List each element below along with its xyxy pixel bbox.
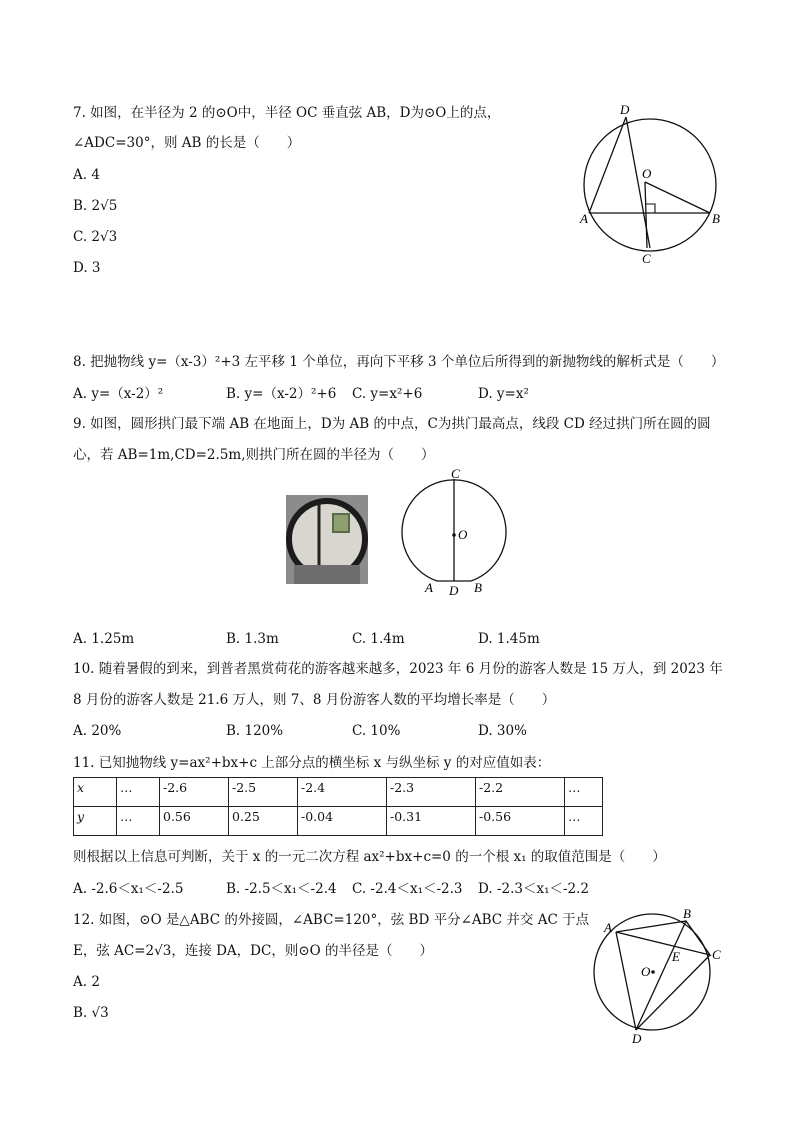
q7-label-d: D — [620, 102, 630, 117]
q7-option-a: A. 4 — [73, 167, 100, 183]
q9-figure — [395, 465, 515, 600]
q12-triangle-abc — [616, 921, 710, 955]
q11-option-d: D. -2.3＜x₁＜-2.2 — [478, 881, 590, 897]
q11-stem-line1: 11. 已知抛物线 y=ax²+bx+c 上部分点的横坐标 x 与纵坐标 y 的对应值如表： — [73, 755, 551, 771]
table-cell: … — [565, 778, 603, 807]
q9-option-c: C. 1.4m — [352, 631, 405, 647]
q10-stem-line2: 8 月份的游客人数是 21.6 万人，则 7、8 月份游客人数的平均增长率是（ ） — [73, 692, 556, 708]
q12-figure — [592, 905, 732, 1047]
table-cell: -2.5 — [229, 778, 298, 807]
q12-option-b: B. √3 — [73, 1005, 109, 1021]
q7-stem-line2: ∠ADC=30°，则 AB 的长是（ ） — [73, 135, 301, 151]
q12-label-e: E — [672, 949, 680, 964]
table-cell: 0.25 — [229, 807, 298, 836]
q9-option-a: A. 1.25m — [73, 631, 135, 647]
q11-option-b: B. -2.5＜x₁＜-2.4 — [226, 881, 337, 897]
q12-option-a: A. 2 — [73, 974, 100, 990]
q7-label-b: B — [712, 211, 720, 226]
q7-option-c: C. 2√3 — [73, 229, 118, 245]
q11-option-c: C. -2.4＜x₁＜-2.3 — [352, 881, 463, 897]
q10-stem-line1: 10. 随着暑假的到来，到普者黑赏荷花的游客越来越多，2023 年 6 月份的游客人数是 15 万人，到 2023 年 — [73, 661, 723, 677]
q7-segment-da — [589, 117, 626, 213]
q9-option-b: B. 1.3m — [226, 631, 279, 647]
q8-option-c: C. y=x²+6 — [352, 386, 423, 402]
q8-stem: 8. 把抛物线 y=（x-3）²+3 左平移 1 个单位，再向下平移 3 个单位后所得到的新抛物线的解析式是（ ） — [73, 354, 725, 370]
table-row — [74, 778, 603, 807]
q7-label-a: A — [580, 211, 588, 226]
q9-archway-photo-drawing — [286, 495, 368, 584]
table-cell: -0.04 — [298, 807, 387, 836]
q7-option-b: B. 2√5 — [73, 198, 118, 214]
q7-label-o: O — [642, 166, 652, 181]
q11-stem-line2: 则根据以上信息可判断，关于 x 的一元二次方程 ax²+bx+c=0 的一个根 x₁ 的取值范围是（ ） — [73, 849, 666, 865]
q12-stem-line2: E，弦 AC=2√3，连接 DA，DC，则⊙O 的半径是（ ） — [73, 943, 434, 959]
q8-option-d: D. y=x² — [478, 386, 529, 402]
q12-label-c: C — [712, 947, 721, 962]
q12-label-a: A — [604, 920, 612, 935]
q12-center-dot — [651, 970, 655, 974]
q10-option-c: C. 10% — [352, 723, 401, 739]
table-cell: -2.3 — [387, 778, 476, 807]
q9-label-b: B — [474, 580, 482, 595]
q9-label-a: A — [425, 580, 433, 595]
q7-right-angle-mark — [646, 204, 655, 213]
q11-value-table — [73, 777, 603, 836]
q9-stem-line1: 9. 如图，圆形拱门最下端 AB 在地面上，D为 AB 的中点，C为拱门最高点，线段 CD 经过拱门所在圆的圆 — [73, 416, 711, 432]
q10-option-a: A. 20% — [73, 723, 122, 739]
q12-label-o: O — [641, 964, 651, 979]
q7-stem-line1: 7. 如图，在半径为 2 的⊙O中，半径 OC 垂直弦 AB，D为⊙O上的点， — [73, 105, 501, 121]
q12-stem-line1: 12. 如图，⊙O 是△ABC 的外接圆，∠ABC=120°，弦 BD 平分∠ABC 并交 AC 于点 — [73, 912, 590, 928]
table-cell: -2.2 — [476, 778, 565, 807]
table-cell: -0.56 — [476, 807, 565, 836]
q9-label-c: C — [451, 466, 460, 481]
q7-option-d: D. 3 — [73, 260, 101, 276]
table-cell: 0.56 — [160, 807, 229, 836]
q7-label-c: C — [642, 251, 651, 266]
table-cell: -2.6 — [160, 778, 229, 807]
table-cell: -0.31 — [387, 807, 476, 836]
q9-label-d: D — [449, 583, 459, 598]
q9-stem-line2: 心，若 AB=1m,CD=2.5m,则拱门所在圆的半径为（ ） — [73, 447, 435, 463]
q8-option-b: B. y=（x-2）²+6 — [226, 386, 337, 402]
q10-option-b: B. 120% — [226, 723, 284, 739]
q8-option-a: A. y=（x-2）² — [73, 386, 164, 402]
q7-figure — [572, 100, 732, 270]
q10-option-d: D. 30% — [478, 723, 527, 739]
q7-radius-oc — [645, 182, 647, 248]
table-cell: -2.4 — [298, 778, 387, 807]
table-cell: x — [74, 778, 117, 807]
q9-center-dot — [452, 533, 456, 537]
table-cell: … — [565, 807, 603, 836]
table-row — [74, 807, 603, 836]
q12-label-d: D — [632, 1031, 642, 1046]
q9-archway-photo — [286, 495, 368, 584]
table-cell: … — [117, 807, 160, 836]
table-cell: y — [74, 807, 117, 836]
q11-option-a: A. -2.6＜x₁＜-2.5 — [73, 881, 184, 897]
q12-segment-da — [616, 932, 636, 1030]
q9-option-d: D. 1.45m — [478, 631, 540, 647]
q12-label-b: B — [683, 906, 691, 921]
q9-label-o: O — [458, 527, 468, 542]
table-cell: … — [117, 778, 160, 807]
